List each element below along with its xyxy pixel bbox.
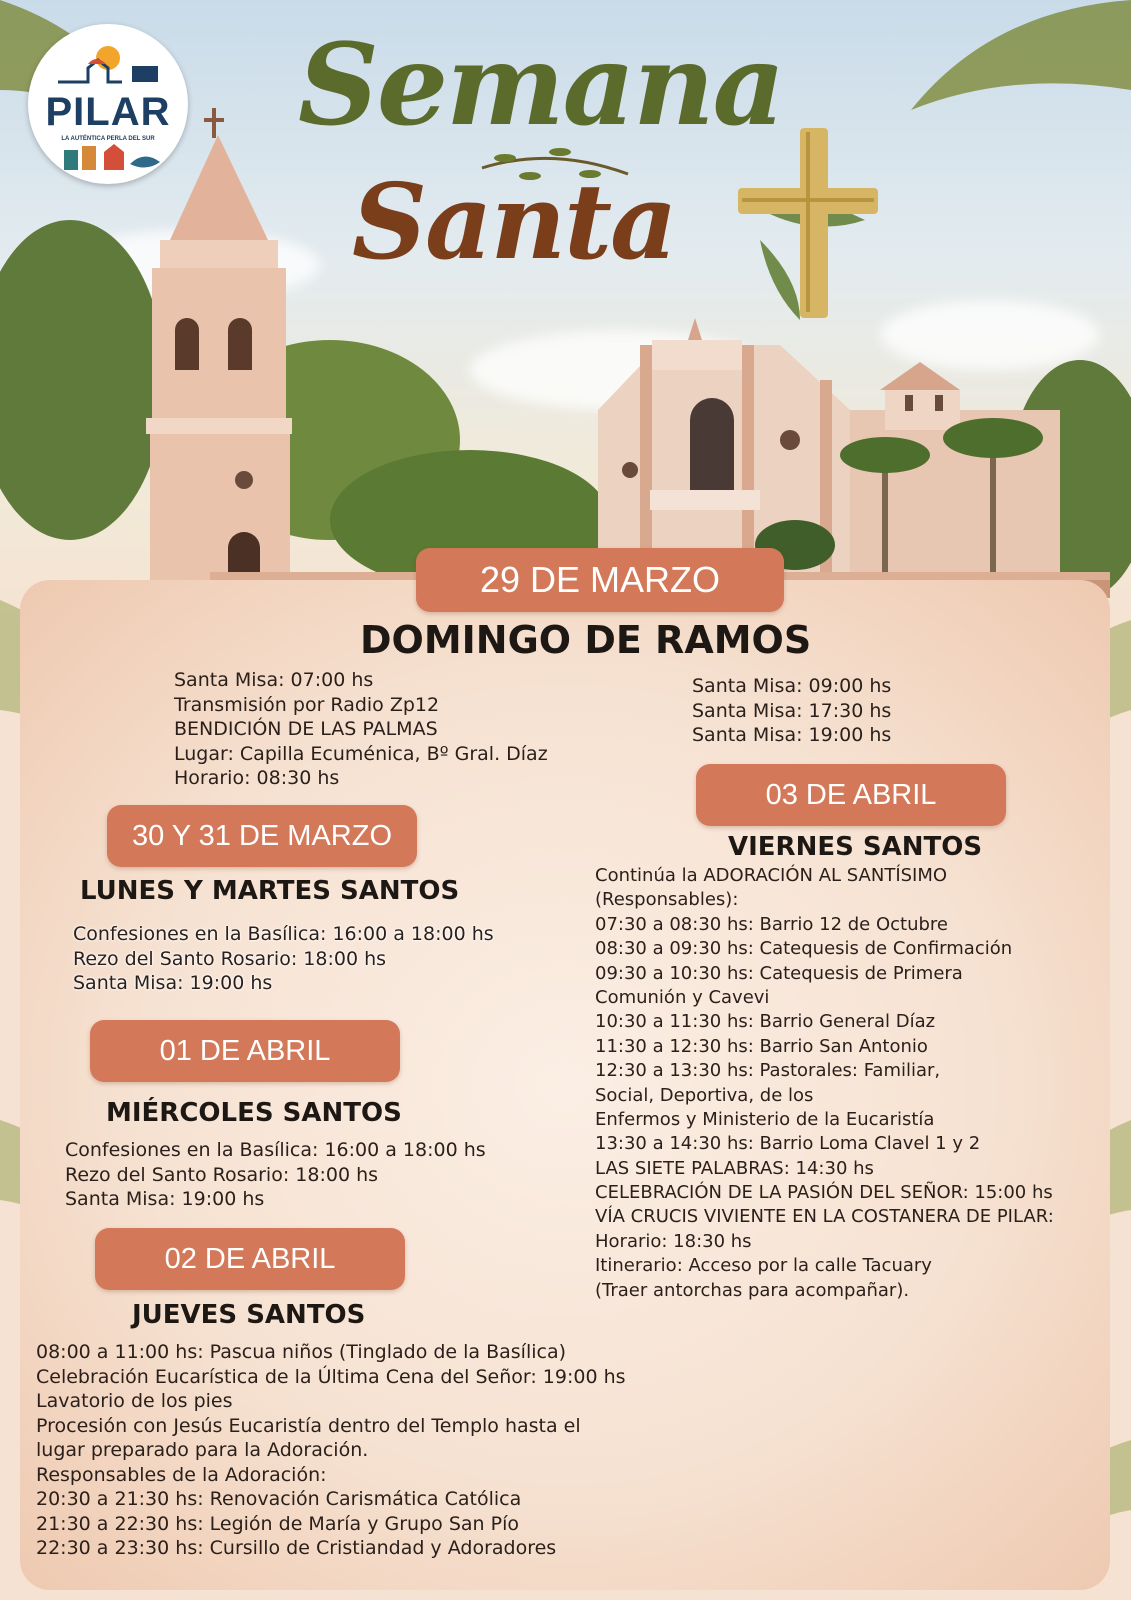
heading-viernes: VIERNES SANTOS <box>728 832 983 862</box>
schedule-line: Lugar: Capilla Ecuménica, Bº Gral. Díaz <box>174 742 548 765</box>
schedule-line: Santa Misa: 19:00 hs <box>692 724 892 746</box>
schedule-domingo-left <box>174 668 548 791</box>
schedule-line: VÍA CRUCIS VIVIENTE EN LA COSTANERA DE PILAR: <box>595 1206 1054 1228</box>
schedule-line: Procesión con Jesús Eucaristía dentro del Templo hasta el <box>36 1414 581 1437</box>
schedule-line: 09:30 a 10:30 hs: Catequesis de Primera <box>595 962 963 984</box>
heading-lunes: LUNES Y MARTES SANTOS <box>80 876 460 906</box>
schedule-line: Confesiones en la Basílica: 16:00 a 18:00 hs <box>73 923 494 945</box>
schedule-line: Comunión y Cavevi <box>595 986 770 1008</box>
schedule-line: Santa Misa: 19:00 hs <box>73 972 273 994</box>
schedule-line: (Responsables): <box>595 889 739 911</box>
schedule-line: CELEBRACIÓN DE LA PASIÓN DEL SEÑOR: 15:00 hs <box>595 1182 1053 1204</box>
schedule-line: Transmisión por Radio Zp12 <box>174 693 440 716</box>
schedule-viernes <box>595 864 1054 1303</box>
schedule-line: Responsables de la Adoración: <box>36 1463 327 1486</box>
schedule-line: Horario: 18:30 hs <box>595 1230 752 1252</box>
schedule-line: BENDICIÓN DE LAS PALMAS <box>174 718 438 740</box>
schedule-line: Santa Misa: 19:00 hs <box>65 1188 265 1210</box>
schedule-line: 08:30 a 09:30 hs: Catequesis de Confirmación <box>595 938 1013 960</box>
schedule-line: Continúa la ADORACIÓN AL SANTÍSIMO <box>595 865 948 886</box>
date-pill-lunes: 30 Y 31 DE MARZO <box>107 805 417 867</box>
schedule-line: Confesiones en la Basílica: 16:00 a 18:00 hs <box>65 1139 486 1161</box>
schedule-miercoles <box>65 1138 486 1212</box>
title-line-2: Santa <box>352 160 676 283</box>
schedule-line: 08:00 a 11:00 hs: Pascua niños (Tinglado de la Basílica) <box>36 1341 567 1363</box>
schedule-line: 12:30 a 13:30 hs: Pastorales: Familiar, <box>595 1060 941 1082</box>
date-pill-jueves: 02 DE ABRIL <box>95 1228 405 1290</box>
title-line-1: Semana <box>298 20 784 151</box>
pilar-logo <box>28 24 188 184</box>
schedule-line: 13:30 a 14:30 hs: Barrio Loma Clavel 1 y 2 <box>595 1133 981 1155</box>
schedule-line: Rezo del Santo Rosario: 18:00 hs <box>65 1163 379 1186</box>
logo-wordmark: PILAR <box>45 90 171 134</box>
date-pill-domingo: 29 DE MARZO <box>416 548 784 612</box>
logo-tagline: LA AUTÉNTICA PERLA DEL SUR <box>61 136 155 142</box>
schedule-lunes <box>73 922 494 996</box>
schedule-line: Santa Misa: 09:00 hs <box>692 675 892 697</box>
schedule-jueves <box>36 1340 626 1561</box>
schedule-line: 07:30 a 08:30 hs: Barrio 12 de Octubre <box>595 913 948 935</box>
schedule-line: 22:30 a 23:30 hs: Cursillo de Cristiandad y Adoradores <box>36 1537 557 1559</box>
schedule-line: Enfermos y Ministerio de la Eucaristía <box>595 1108 935 1130</box>
heading-jueves: JUEVES SANTOS <box>132 1300 366 1330</box>
date-pill-viernes: 03 DE ABRIL <box>696 764 1006 826</box>
schedule-line: Itinerario: Acceso por la calle Tacuary <box>595 1255 932 1277</box>
schedule-line: 11:30 a 12:30 hs: Barrio San Antonio <box>595 1035 928 1057</box>
schedule-domingo-right <box>692 674 891 748</box>
schedule-line: Santa Misa: 07:00 hs <box>174 669 374 691</box>
heading-domingo: DOMINGO DE RAMOS <box>360 618 812 662</box>
schedule-line: Lavatorio de los pies <box>36 1390 233 1412</box>
schedule-line: Social, Deportiva, de los <box>595 1084 814 1106</box>
schedule-line: 21:30 a 22:30 hs: Legión de María y Grupo San Pío <box>36 1512 519 1535</box>
schedule-line: (Traer antorchas para acompañar). <box>595 1279 910 1301</box>
schedule-line: LAS SIETE PALABRAS: 14:30 hs <box>595 1157 874 1179</box>
tree-canopy <box>0 220 165 540</box>
schedule-line: Horario: 08:30 hs <box>174 767 340 789</box>
palm-cross-icon <box>738 128 878 320</box>
date-pill-miercoles: 01 DE ABRIL <box>90 1020 400 1082</box>
schedule-line: 10:30 a 11:30 hs: Barrio General Díaz <box>595 1011 936 1033</box>
schedule-line: lugar preparado para la Adoración. <box>36 1439 369 1461</box>
schedule-line: Rezo del Santo Rosario: 18:00 hs <box>73 947 387 970</box>
heading-miercoles: MIÉRCOLES SANTOS <box>106 1098 402 1128</box>
schedule-line: 20:30 a 21:30 hs: Renovación Carismática Católica <box>36 1488 522 1510</box>
schedule-line: Santa Misa: 17:30 hs <box>692 699 892 722</box>
schedule-line: Celebración Eucarística de la Última Cena del Señor: 19:00 hs <box>36 1365 626 1388</box>
